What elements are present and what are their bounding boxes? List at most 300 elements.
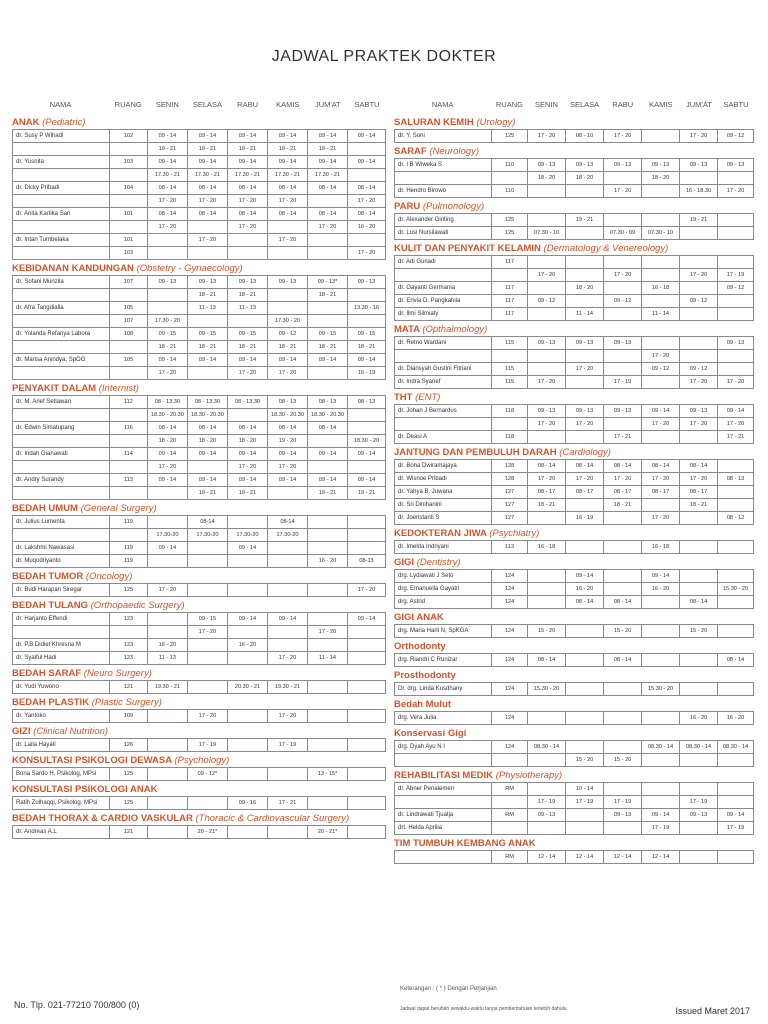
table-row — [13, 276, 386, 289]
schedule-cell: 11 - 14 — [642, 308, 680, 321]
doctor-name: dr. Lakshmi Nawasasi — [13, 542, 110, 555]
table-row — [13, 529, 386, 542]
room-number: 117 — [492, 308, 528, 321]
table-row — [395, 376, 754, 389]
section-english-name: (Psychology) — [174, 755, 230, 766]
room-number: 118 — [492, 405, 528, 418]
schedule-cell — [642, 654, 680, 667]
schedule-cell — [718, 295, 754, 308]
schedule-cell: 09 - 14 — [348, 613, 386, 626]
table-row — [395, 654, 754, 667]
schedule-cell: 18 - 21 — [604, 499, 642, 512]
schedule-cell: 09 - 14 — [147, 354, 187, 367]
doctor-name: dr. Laila Hayati — [13, 739, 110, 752]
doctor-name — [13, 487, 110, 500]
schedule-cell: 19 - 21 — [267, 143, 307, 156]
schedule-cell — [147, 289, 187, 302]
schedule-cell: 15.30 - 20 — [528, 683, 566, 696]
schedule-cell: 08 - 14 — [566, 596, 604, 609]
schedule-cell — [267, 302, 307, 315]
schedule-cell: 17.30-20 — [187, 529, 227, 542]
schedule-cell: 09 - 14 — [267, 613, 307, 626]
schedule-cell — [680, 308, 718, 321]
schedule-cell — [227, 555, 267, 568]
room-number: 101 — [109, 208, 147, 221]
schedule-cell: 11 - 14 — [308, 652, 348, 665]
schedule-cell — [308, 247, 348, 260]
schedule-cell: 09 - 13 — [680, 809, 718, 822]
schedule-cell: 09 - 13 — [528, 159, 566, 172]
room-number: 107 — [109, 276, 147, 289]
header-rabu: RABU — [612, 100, 634, 109]
schedule-cell: 09 - 15 — [227, 328, 267, 341]
section-name: PARU — [394, 201, 423, 212]
schedule-cell: 09 - 13 — [187, 276, 227, 289]
table-row — [13, 681, 386, 694]
section-name: KONSULTASI PSIKOLOGI DEWASA — [12, 755, 175, 766]
doctor-name: dr. Johan J Bernardus — [395, 405, 492, 418]
schedule-cell: 17 - 20 — [642, 350, 680, 363]
schedule-table — [12, 796, 386, 810]
right-column — [394, 94, 754, 864]
table-row — [13, 182, 386, 195]
schedule-cell: 19 - 21 — [308, 143, 348, 156]
schedule-cell — [680, 337, 718, 350]
doctor-name: dr. Lusi Nursilawati — [395, 227, 492, 240]
schedule-cell — [566, 431, 604, 444]
schedule-table — [12, 680, 386, 694]
schedule-cell — [227, 516, 267, 529]
table-row — [13, 247, 386, 260]
room-number: 124 — [492, 683, 528, 696]
schedule-cell: 19 - 21 — [680, 214, 718, 227]
schedule-cell: 08 - 14 — [187, 182, 227, 195]
table-row — [395, 256, 754, 269]
doctor-name — [13, 143, 110, 156]
schedule-cell: 15 - 20 — [604, 754, 642, 767]
schedule-cell — [267, 639, 307, 652]
schedule-cell: 08 - 14 — [348, 208, 386, 221]
schedule-cell: 08 - 14 — [187, 422, 227, 435]
room-number: 125 — [109, 768, 147, 781]
schedule-cell — [348, 461, 386, 474]
schedule-cell: 09 - 13 — [604, 405, 642, 418]
schedule-cell: 17 - 20 — [187, 626, 227, 639]
table-row — [395, 337, 754, 350]
schedule-cell: 17.30 - 21 — [267, 169, 307, 182]
schedule-cell: 17.30 - 21 — [147, 169, 187, 182]
schedule-cell: 07.30 - 10 — [528, 227, 566, 240]
schedule-cell — [642, 130, 680, 143]
room-number: RM — [492, 783, 528, 796]
section-title — [394, 640, 754, 653]
doctor-name: dr. Indah Gianawati — [13, 448, 110, 461]
doctor-name: drg. Vera Julia — [395, 712, 492, 725]
table-row — [13, 156, 386, 169]
room-number — [492, 796, 528, 809]
doctor-name: dr. Alexander Ginting — [395, 214, 492, 227]
schedule-cell: 09 - 13 — [604, 809, 642, 822]
section-english-name: (Dentistry) — [416, 557, 461, 568]
room-number — [109, 435, 147, 448]
section-title — [12, 382, 386, 395]
schedule-cell: 08 - 12 — [718, 512, 754, 525]
doctor-name — [13, 221, 110, 234]
section-title — [12, 783, 386, 796]
section-name: KEDOKTERAN JIWA — [394, 528, 490, 539]
schedule-cell — [308, 529, 348, 542]
keterangan-note: Keterangan : ( * ) Dengan Perjanjian — [400, 986, 497, 992]
schedule-cell — [718, 363, 754, 376]
schedule-cell: 08-14 — [187, 516, 227, 529]
doctor-name — [395, 172, 492, 185]
room-number — [492, 172, 528, 185]
schedule-cell: 08 - 14 — [267, 422, 307, 435]
section-title — [394, 145, 754, 158]
schedule-cell: 08 - 14 — [227, 208, 267, 221]
doctor-name: dr. Indra Syarief — [395, 376, 492, 389]
schedule-cell — [642, 712, 680, 725]
section-name: GIGI — [394, 557, 417, 568]
schedule-cell: 17 - 20 — [680, 376, 718, 389]
doctor-name: Bona Sardo H, Psikolog, MPsi — [13, 768, 110, 781]
schedule-cell: 16 - 20 — [348, 221, 386, 234]
schedule-cell: 19 - 21 — [227, 487, 267, 500]
schedule-cell: 09 - 15 — [187, 328, 227, 341]
room-number — [109, 461, 147, 474]
schedule-cell — [566, 712, 604, 725]
section-english-name: (Psychiatry) — [489, 528, 540, 539]
schedule-cell: 11 - 13 — [147, 652, 187, 665]
schedule-cell: 08-14 — [267, 516, 307, 529]
room-number: 103 — [109, 247, 147, 260]
section-name: ANAK — [12, 117, 43, 128]
section-name: KEBIDANAN KANDUNGAN — [12, 263, 137, 274]
schedule-cell — [528, 185, 566, 198]
schedule-cell — [566, 269, 604, 282]
schedule-cell — [348, 542, 386, 555]
schedule-cell: 09 - 14 — [227, 474, 267, 487]
schedule-cell: 09 - 14 — [147, 130, 187, 143]
schedule-cell: 17 - 20 — [680, 473, 718, 486]
schedule-cell: 09 - 12 — [604, 295, 642, 308]
section-title — [12, 502, 386, 515]
doctor-name — [395, 269, 492, 282]
schedule-cell — [718, 851, 754, 864]
doctor-name — [395, 796, 492, 809]
schedule-cell — [718, 499, 754, 512]
schedule-cell: 09 - 13 — [642, 159, 680, 172]
schedule-cell — [348, 681, 386, 694]
doctor-name: dr. Abner Penalemen — [395, 783, 492, 796]
schedule-cell — [187, 542, 227, 555]
schedule-cell: 12 - 14 — [528, 851, 566, 864]
schedule-cell — [187, 247, 227, 260]
schedule-cell: 09 - 14 — [308, 474, 348, 487]
section-english-name: (Opthalmology) — [422, 324, 488, 335]
schedule-cell: 18 - 20 — [187, 435, 227, 448]
schedule-cell — [267, 826, 307, 839]
doctor-name: dr. Marisa Anindya, SpOG — [13, 354, 110, 367]
schedule-cell — [267, 542, 307, 555]
room-number: 105 — [109, 302, 147, 315]
schedule-cell — [718, 754, 754, 767]
section-name: GIZI — [12, 726, 34, 737]
table-row — [395, 583, 754, 596]
table-row — [13, 195, 386, 208]
schedule-cell — [566, 376, 604, 389]
schedule-table — [394, 682, 754, 696]
section-english-name: (Physiotherapy) — [495, 770, 563, 781]
table-row — [395, 308, 754, 321]
section-name: BEDAH PLASTIK — [12, 697, 92, 708]
section-english-name: (Dermatology & Venereology) — [543, 243, 669, 254]
schedule-cell: 18 - 20 — [227, 435, 267, 448]
schedule-table — [394, 255, 754, 321]
schedule-cell: 20.30 - 21 — [227, 681, 267, 694]
schedule-cell: 19 - 21 — [566, 214, 604, 227]
section-title — [394, 527, 754, 540]
schedule-cell — [642, 295, 680, 308]
schedule-cell: 09 - 14 — [348, 130, 386, 143]
doctor-name — [395, 851, 492, 864]
room-number: 107 — [109, 315, 147, 328]
table-row — [13, 613, 386, 626]
schedule-table — [12, 709, 386, 723]
schedule-cell: 17 - 19 — [267, 739, 307, 752]
schedule-cell: 09 - 14 — [187, 130, 227, 143]
schedule-cell — [348, 739, 386, 752]
schedule-cell — [604, 308, 642, 321]
schedule-cell — [348, 529, 386, 542]
schedule-cell — [604, 583, 642, 596]
doctor-name: dr. Diansyah Gustini Fitriani — [395, 363, 492, 376]
schedule-cell: 18 - 21 — [267, 341, 307, 354]
table-row — [13, 542, 386, 555]
doctor-name: drg. Lydiawati J Seto — [395, 570, 492, 583]
schedule-cell: 17 - 20 — [267, 234, 307, 247]
doctor-name: dr. Yudi Yuwono — [13, 681, 110, 694]
room-number — [492, 350, 528, 363]
schedule-cell: 16 - 18 — [642, 282, 680, 295]
doctor-name: dr. Joeristanti S — [395, 512, 492, 525]
schedule-cell — [267, 247, 307, 260]
doctor-name: dr. Gayanti Germania — [395, 282, 492, 295]
schedule-cell: 17 - 20 — [566, 363, 604, 376]
schedule-cell: 09 - 14 — [187, 156, 227, 169]
header-ruang: RUANG — [495, 100, 523, 109]
schedule-cell: 09 - 14 — [227, 354, 267, 367]
schedule-cell: 09 - 12 — [528, 295, 566, 308]
schedule-cell: 17 - 20 — [187, 710, 227, 723]
schedule-cell — [604, 712, 642, 725]
room-number: 104 — [109, 182, 147, 195]
schedule-cell: 16 - 20 — [680, 712, 718, 725]
schedule-table — [394, 569, 754, 609]
room-number — [492, 418, 528, 431]
section-name: PENYAKIT DALAM — [12, 383, 99, 394]
schedule-cell — [187, 555, 227, 568]
schedule-cell — [680, 282, 718, 295]
room-number: 108 — [109, 328, 147, 341]
header-nama: NAMA — [431, 100, 454, 109]
schedule-table — [12, 612, 386, 665]
schedule-cell — [187, 681, 227, 694]
schedule-cell — [308, 367, 348, 380]
room-number — [109, 169, 147, 182]
schedule-cell: 17 - 20 — [187, 195, 227, 208]
section-title — [12, 599, 386, 612]
room-number: 127 — [492, 499, 528, 512]
room-number: 127 — [492, 486, 528, 499]
schedule-cell: 08 - 14 — [147, 182, 187, 195]
room-number: 121 — [109, 681, 147, 694]
doctor-name — [13, 626, 110, 639]
doctor-name: dr. Yahya B. Juwana — [395, 486, 492, 499]
schedule-cell — [642, 796, 680, 809]
schedule-cell — [227, 234, 267, 247]
room-number: 125 — [492, 130, 528, 143]
doctor-name — [13, 289, 110, 302]
schedule-cell — [187, 315, 227, 328]
doctor-name: drt. Helda Aprilia — [395, 822, 492, 835]
table-row — [13, 652, 386, 665]
doctor-name: dr. Deasi A — [395, 431, 492, 444]
section-english-name: (Urology) — [476, 117, 516, 128]
schedule-cell: 16 - 20 — [718, 712, 754, 725]
schedule-cell: 09 - 14 — [348, 448, 386, 461]
schedule-cell — [528, 783, 566, 796]
schedule-cell: 17 - 20 — [227, 461, 267, 474]
schedule-cell: 20 - 21* — [187, 826, 227, 839]
room-number — [109, 367, 147, 380]
schedule-cell — [566, 822, 604, 835]
schedule-cell — [227, 739, 267, 752]
schedule-table — [394, 336, 754, 389]
schedule-cell — [680, 654, 718, 667]
schedule-cell — [147, 247, 187, 260]
doctor-name: dr. Dicky Pribadi — [13, 182, 110, 195]
schedule-cell: 17 - 20 — [566, 418, 604, 431]
section-name: BEDAH TUMOR — [12, 571, 86, 582]
room-number: 115 — [492, 376, 528, 389]
schedule-cell: 16 - 20 — [147, 639, 187, 652]
table-row — [13, 315, 386, 328]
table-row — [13, 768, 386, 781]
schedule-cell — [227, 826, 267, 839]
schedule-cell: 09 - 14 — [227, 613, 267, 626]
schedule-cell: 18 - 21 — [680, 499, 718, 512]
table-row — [395, 712, 754, 725]
section-title — [12, 812, 386, 825]
doctor-name: dr. Wisnoe Pribadi — [395, 473, 492, 486]
schedule-cell: 09 - 14 — [227, 156, 267, 169]
room-number: 123 — [109, 613, 147, 626]
doctor-name — [13, 367, 110, 380]
schedule-cell: 08 - 17 — [642, 486, 680, 499]
schedule-cell: 19 - 21 — [187, 143, 227, 156]
room-number: 124 — [492, 583, 528, 596]
schedule-cell: 09 - 14 — [308, 354, 348, 367]
schedule-cell — [267, 289, 307, 302]
schedule-cell — [187, 367, 227, 380]
schedule-cell — [528, 350, 566, 363]
schedule-cell: 08 - 14 — [680, 596, 718, 609]
schedule-cell — [604, 256, 642, 269]
room-number: 101 — [109, 234, 147, 247]
doctor-name: dr. Andry Surandy — [13, 474, 110, 487]
schedule-cell: 15 - 20 — [604, 625, 642, 638]
section-name: Bedah Mulut — [394, 699, 451, 710]
doctor-name — [13, 409, 110, 422]
schedule-cell — [227, 409, 267, 422]
section-english-name: (Orthopaedic Surgery) — [90, 600, 185, 611]
schedule-cell — [566, 625, 604, 638]
room-number: 118 — [492, 431, 528, 444]
schedule-cell — [308, 797, 348, 810]
schedule-cell — [718, 486, 754, 499]
table-row — [13, 130, 386, 143]
section-english-name: (Obstetry - Gynaecology) — [136, 263, 243, 274]
schedule-cell — [642, 754, 680, 767]
section-english-name: (Internist) — [98, 383, 139, 394]
doctor-name — [13, 435, 110, 448]
schedule-cell: 09 - 15 — [147, 328, 187, 341]
room-number — [492, 822, 528, 835]
schedule-cell: 09 - 13 — [528, 337, 566, 350]
schedule-cell: 08 - 14 — [718, 654, 754, 667]
section-title — [394, 837, 754, 850]
table-row — [13, 367, 386, 380]
schedule-cell: 08 - 14 — [604, 460, 642, 473]
schedule-cell — [604, 541, 642, 554]
doctor-name — [13, 461, 110, 474]
schedule-cell — [348, 768, 386, 781]
schedule-cell: 18 - 21 — [187, 289, 227, 302]
schedule-table — [12, 395, 386, 500]
schedule-cell — [566, 683, 604, 696]
schedule-cell: 08 - 17 — [566, 486, 604, 499]
schedule-cell — [308, 710, 348, 723]
schedule-cell — [187, 652, 227, 665]
schedule-cell: 17 - 20 — [718, 418, 754, 431]
section-name: BEDAH SARAF — [12, 668, 84, 679]
schedule-cell: 12 - 14 — [642, 851, 680, 864]
schedule-cell — [187, 221, 227, 234]
schedule-cell — [718, 541, 754, 554]
schedule-cell: 17 - 21 — [718, 431, 754, 444]
table-row — [13, 234, 386, 247]
schedule-cell: 17 - 19 — [528, 796, 566, 809]
page-title: JADWAL PRAKTEK DOKTER — [271, 48, 497, 65]
schedule-cell — [680, 541, 718, 554]
section-title — [12, 116, 386, 129]
schedule-cell: 17 - 20 — [604, 473, 642, 486]
section-english-name: (Neuro Surgery) — [83, 668, 152, 679]
schedule-cell — [528, 596, 566, 609]
table-row — [13, 328, 386, 341]
schedule-cell: 16 - 19 — [348, 367, 386, 380]
doctor-name: dr. Yusnita — [13, 156, 110, 169]
schedule-cell — [718, 596, 754, 609]
room-number: 123 — [109, 639, 147, 652]
schedule-cell — [718, 570, 754, 583]
section-name: BEDAH THORAX & CARDIO VASKULAR — [12, 813, 196, 824]
schedule-cell — [566, 541, 604, 554]
section-english-name: (Pulmonology) — [422, 201, 485, 212]
schedule-cell: 12 - 14 — [566, 851, 604, 864]
schedule-cell — [308, 739, 348, 752]
